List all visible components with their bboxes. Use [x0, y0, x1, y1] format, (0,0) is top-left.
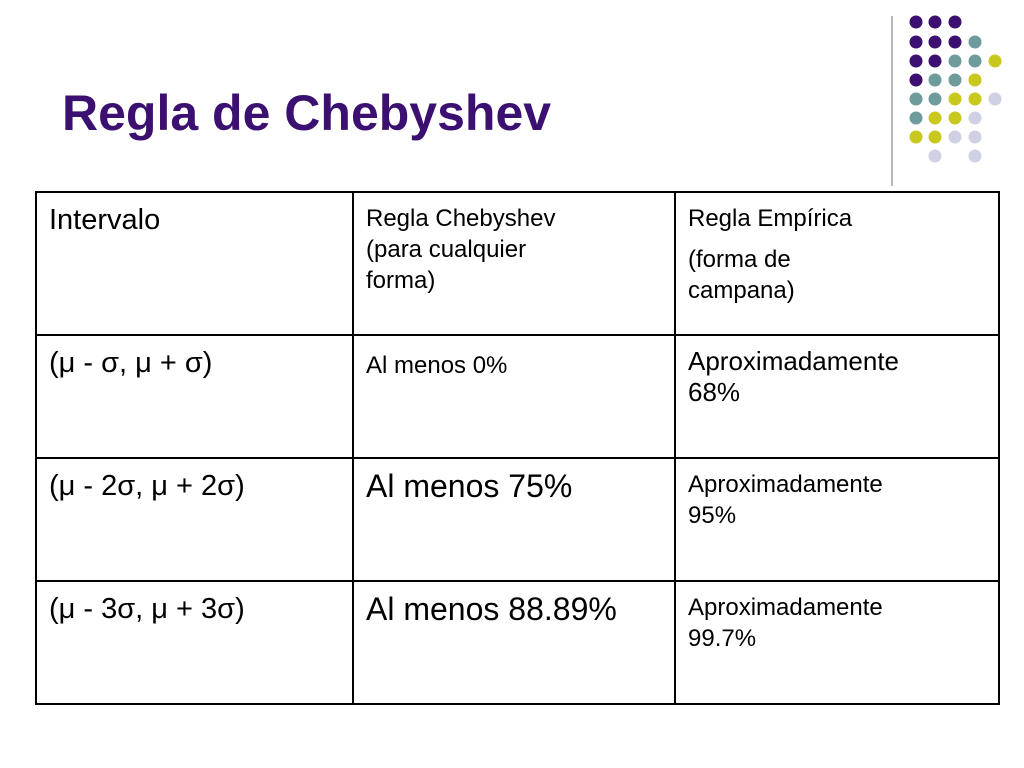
empirical-cell — [675, 335, 999, 458]
decorative-dot — [929, 150, 942, 163]
decorative-dot — [929, 131, 942, 144]
decorative-dot — [929, 16, 942, 29]
header-empirical-line-3: campana) — [688, 277, 795, 304]
empirical-line-2: 68% — [688, 377, 741, 407]
decorative-dot — [989, 93, 1002, 106]
decorative-dot — [910, 55, 923, 68]
decorative-dot — [929, 55, 942, 68]
interval-text: (μ - 2σ, μ + 2σ) — [49, 470, 245, 502]
empirical-line-2: 95% — [688, 502, 737, 529]
empirical-cell — [675, 581, 999, 704]
decorative-dot — [910, 74, 923, 87]
decorative-dot — [949, 36, 962, 49]
chebyshev-cell — [353, 458, 675, 581]
decorative-dot — [969, 131, 982, 144]
empirical-line-1: Aproximadamente — [688, 594, 883, 621]
interval-cell — [36, 458, 353, 581]
table-row — [36, 581, 999, 704]
decorative-dot — [929, 74, 942, 87]
decorative-dot — [929, 36, 942, 49]
decorative-dot — [969, 36, 982, 49]
header-cell-interval — [36, 192, 353, 335]
interval-cell — [36, 581, 353, 704]
header-chebyshev-text — [354, 193, 674, 304]
header-empirical-text — [676, 193, 998, 314]
header-chebyshev-line-2: (para cualquier — [366, 236, 527, 263]
header-cell-chebyshev — [353, 192, 675, 335]
header-chebyshev-line-3: forma) — [366, 267, 436, 294]
decorative-dot — [910, 93, 923, 106]
decorative-dot — [969, 112, 982, 125]
chebyshev-text: Al menos 88.89% — [366, 591, 617, 627]
empirical-text — [676, 336, 998, 416]
decorative-dot — [929, 112, 942, 125]
empirical-text — [676, 459, 998, 539]
decorative-dot — [910, 112, 923, 125]
header-empirical-line-2: (forma de — [688, 246, 791, 273]
chebyshev-comparison-table — [35, 191, 1000, 705]
decorative-dot — [969, 93, 982, 106]
header-empirical-line-1: Regla Empírica — [688, 205, 853, 232]
interval-text: (μ - σ, μ + σ) — [49, 347, 213, 379]
interval-cell — [36, 335, 353, 458]
interval-text: (μ - 3σ, μ + 3σ) — [49, 593, 245, 625]
header-cell-empirical — [675, 192, 999, 335]
chebyshev-text: Al menos 0% — [366, 352, 508, 379]
decorative-dot — [910, 131, 923, 144]
chebyshev-text: Al menos 75% — [366, 468, 573, 504]
empirical-line-1: Aproximadamente — [688, 346, 899, 376]
decorative-dot — [910, 16, 923, 29]
decorative-dot — [989, 55, 1002, 68]
header-chebyshev-line-1: Regla Chebyshev — [366, 205, 556, 232]
decorative-dot — [949, 74, 962, 87]
table-row — [36, 458, 999, 581]
decorative-dot — [949, 16, 962, 29]
empirical-text — [676, 582, 998, 662]
decorative-dot — [969, 55, 982, 68]
empirical-line-1: Aproximadamente — [688, 471, 883, 498]
decorative-dot — [910, 36, 923, 49]
vertical-divider-line — [891, 16, 893, 186]
decorative-dot — [949, 93, 962, 106]
decorative-dot — [949, 55, 962, 68]
decorative-dot — [969, 74, 982, 87]
empirical-line-2: 99.7% — [688, 625, 757, 652]
table-row — [36, 335, 999, 458]
decorative-dot — [969, 150, 982, 163]
decorative-dot — [949, 112, 962, 125]
header-interval-text: Intervalo — [49, 204, 161, 236]
chebyshev-cell — [353, 335, 675, 458]
empirical-cell — [675, 458, 999, 581]
decorative-dot — [949, 131, 962, 144]
chebyshev-cell — [353, 581, 675, 704]
decorative-dot — [929, 93, 942, 106]
table-header-row — [36, 192, 999, 335]
slide-title: Regla de Chebyshev — [62, 85, 552, 141]
